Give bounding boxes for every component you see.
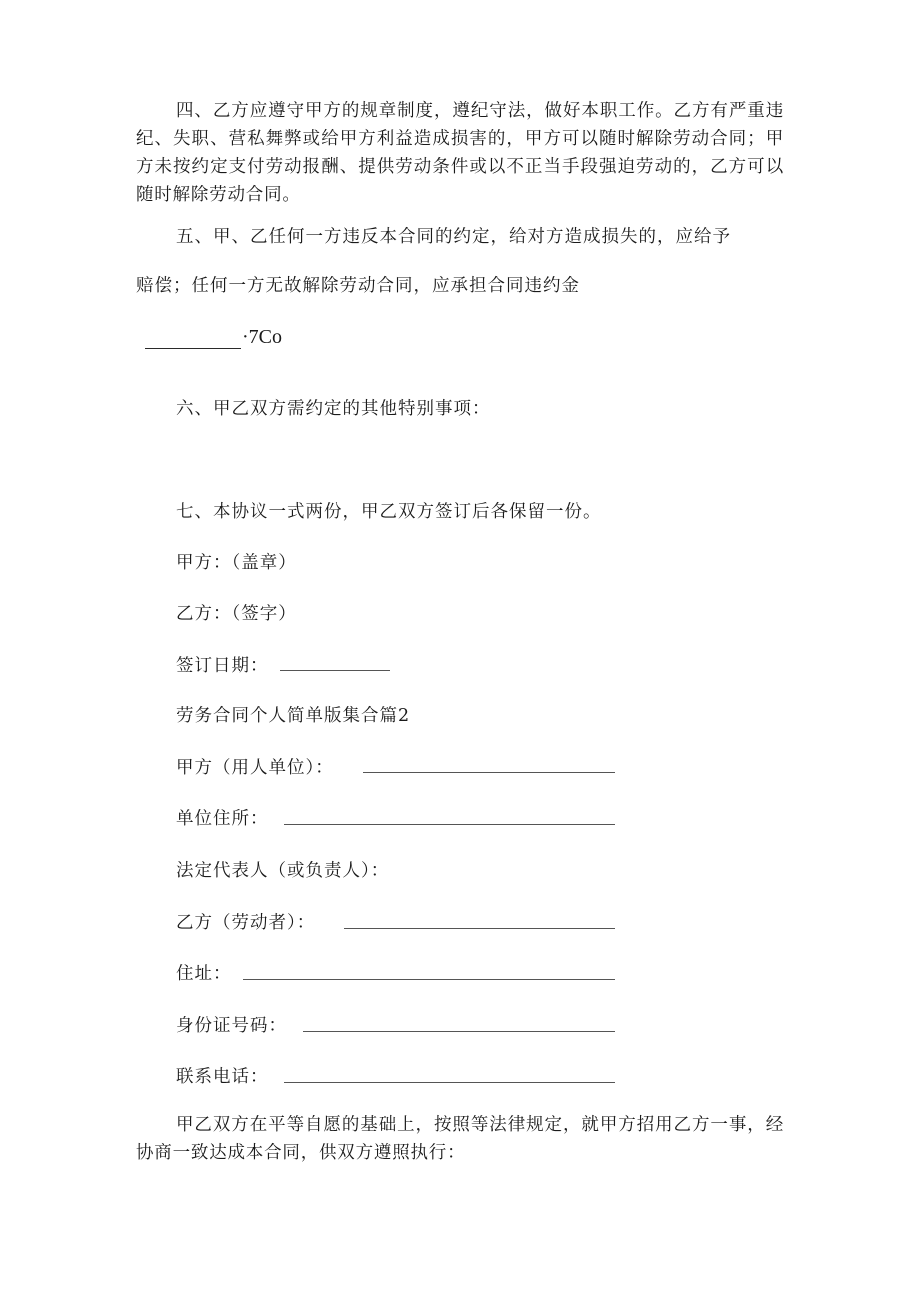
address-field-label: 单位住所： <box>176 809 269 829</box>
address-field-blank <box>284 824 615 825</box>
id-number-field-label: 身份证号码： <box>176 1016 287 1036</box>
section-2-title: 劳务合同个人简单版集合篇2 <box>176 706 411 726</box>
clause-6-heading: 六、甲乙双方需约定的其他特别事项： <box>176 399 491 419</box>
sign-date-label: 签订日期： <box>176 656 269 676</box>
legal-rep-field-label: 法定代表人（或负责人）： <box>176 861 390 881</box>
penalty-amount-blank <box>145 348 241 349</box>
party-b-signature-label: 乙方：（签字） <box>176 604 297 624</box>
worker-field-label: 乙方（劳动者）： <box>176 913 316 933</box>
worker-field-blank <box>344 928 615 929</box>
residence-field-label: 住址： <box>176 964 232 984</box>
sign-date-blank <box>280 670 390 671</box>
clause-4-paragraph: 四、乙方应遵守甲方的规章制度，遵纪守法，做好本职工作。乙方有严重违纪、失职、营私舞弊或给甲方利益造成损害的，甲方可以随时解除劳动合同；甲方未按约定支付劳动报酬、提供劳动条件或以不正当手段强迫劳动的，乙方可以随时解除劳动合同。 <box>136 101 784 205</box>
phone-field-label: 联系电话： <box>176 1067 269 1087</box>
employer-field-blank <box>363 772 615 773</box>
phone-field-blank <box>284 1082 615 1083</box>
preamble-paragraph: 甲乙双方在平等自愿的基础上，按照等法律规定，就甲方招用乙方一事，经协商一致达成本合同，供双方遵照执行： <box>136 1115 784 1163</box>
clause-5-tail: ·7Co <box>242 326 282 348</box>
employer-field-label: 甲方（用人单位）： <box>176 758 334 778</box>
id-number-field-blank <box>303 1031 615 1032</box>
clause-7-text: 七、本协议一式两份，甲乙双方签订后各保留一份。 <box>176 502 602 522</box>
clause-5-line-2: 赔偿；任何一方无故解除劳动合同，应承担合同违约金 <box>136 276 580 296</box>
clause-5-line-1: 五、甲、乙任何一方违反本合同的约定，给对方造成损失的，应给予 <box>176 227 731 247</box>
residence-field-blank <box>243 979 615 980</box>
party-a-signature-label: 甲方：（盖章） <box>176 553 297 573</box>
